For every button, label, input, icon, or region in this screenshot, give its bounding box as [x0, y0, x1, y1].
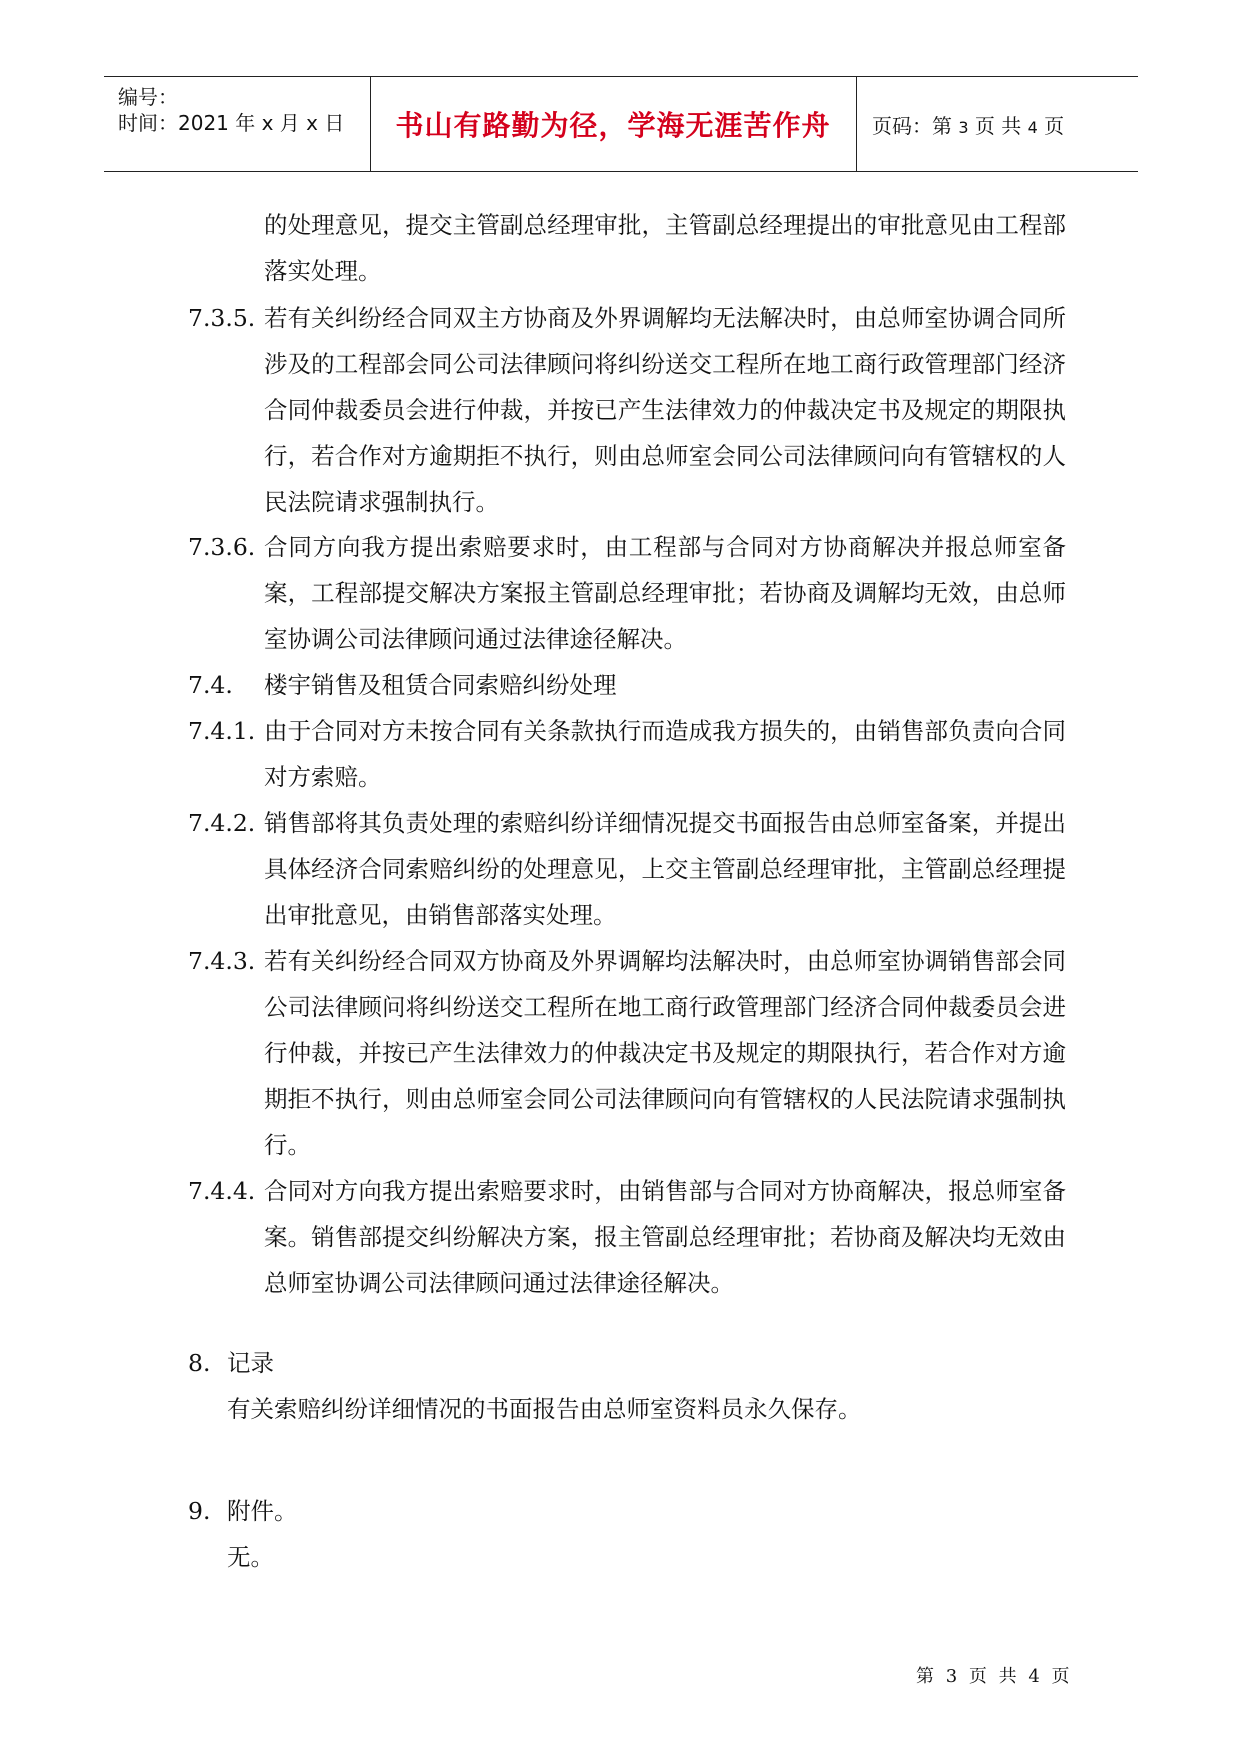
section-number: 8. — [188, 1349, 211, 1377]
page-footer: 第 3 页 共 4 页 — [916, 1666, 1073, 1687]
clause-text: 由于合同对方未按合同有关条款执行而造成我方损失的，由销售部负责向合同对方索赔。 — [264, 717, 1066, 791]
clause-text: 合同方向我方提出索赔要求时，由工程部与合同对方协商解决并报总师室备案，工程部提交解决方案报主管副总经理审批；若协商及调解均无效，由总师室协调公司法律顾问通过法律途径解决。 — [264, 533, 1066, 653]
header-meta-cell — [104, 77, 371, 171]
paragraph-continuation: 的处理意见，提交主管副总经理审批，主管副总经理提出的审批意见由工程部落实处理。 — [264, 211, 1066, 285]
document-header — [104, 76, 1138, 172]
clause-number: 7.4.1. — [188, 717, 256, 745]
header-page-number: 页码：第 3 页 共 4 页 — [872, 113, 1065, 138]
section-number: 9. — [188, 1497, 211, 1525]
clause-number: 7.3.5. — [188, 304, 256, 332]
header-page-cell — [858, 77, 1138, 171]
clause-text: 销售部将其负责处理的索赔纠纷详细情况提交书面报告由总师室备案，并提出具体经济合同索赔纠纷的处理意见，上交主管副总经理审批，主管副总经理提出审批意见，由销售部落实处理。 — [264, 809, 1066, 929]
clause-text: 若有关纠纷经合同双主方协商及外界调解均无法解决时，由总师室协调合同所涉及的工程部会同公司法律顾问将纠纷送交工程所在地工商行政管理部门经济合同仲裁委员会进行仲裁，并按已产生法律效力的仲裁决定书及规定的期限执行，若合作对方逾期拒不执行，则由总师室会同公司法律顾问向有管辖权的人民法院请求强制执行。 — [264, 304, 1066, 516]
clause-text: 若有关纠纷经合同双方协商及外界调解均法解决时，由总师室协调销售部会同公司法律顾问将纠纷送交工程所在地工商行政管理部门经济合同仲裁委员会进行仲裁，并按已产生法律效力的仲裁决定书及规定的期限执行，若合作对方逾期拒不执行，则由总师室会同公司法律顾问向有管辖权的人民法院请求强制执行。 — [264, 947, 1066, 1159]
section-title: 附件。 — [227, 1497, 298, 1525]
section-body: 无。 — [227, 1543, 274, 1571]
section-body: 有关索赔纠纷详细情况的书面报告由总师室资料员永久保存。 — [227, 1395, 862, 1423]
clause-number: 7.3.6. — [188, 533, 256, 561]
clause-number: 7.4. — [188, 671, 233, 699]
header-motto: 书山有路勤为径，学海无涯苦作舟 — [395, 109, 831, 142]
clause-text: 楼宇销售及租赁合同索赔纠纷处理 — [264, 671, 617, 699]
header-motto-cell — [370, 77, 857, 171]
section-title: 记录 — [227, 1349, 274, 1377]
clause-number: 7.4.2. — [188, 809, 256, 837]
clause-number: 7.4.3. — [188, 947, 256, 975]
clause-text: 合同对方向我方提出索赔要求时，由销售部与合同对方协商解决，报总师室备案。销售部提交纠纷解决方案，报主管副总经理审批；若协商及解决均无效由总师室协调公司法律顾问通过法律途径解决。 — [264, 1177, 1066, 1297]
document-time: 时间：2021 年 x 月 x 日 — [118, 111, 345, 135]
document-number-label: 编号： — [118, 85, 178, 109]
clause-number: 7.4.4. — [188, 1177, 256, 1205]
